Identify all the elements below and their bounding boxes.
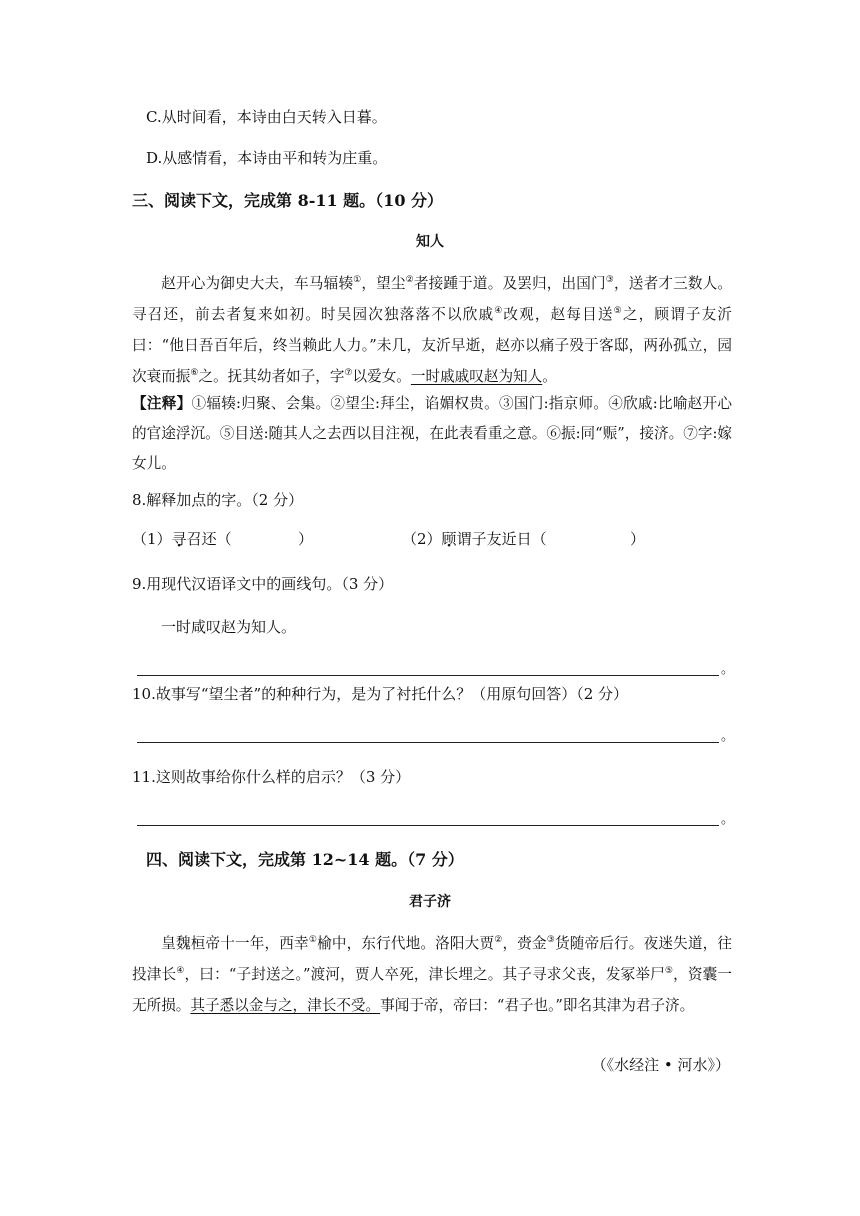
option-c: C.从时间看，本诗由白天转入日暮。 <box>146 108 387 126</box>
section3-title: 知人 <box>416 234 444 250</box>
underlined-sentence: 一时戚戚叹赵为知人 <box>410 368 543 385</box>
q9-stem: 9.用现代汉语译文中的画线句。（3 分） <box>132 575 394 593</box>
section3-heading: 三、阅读下文，完成第 8-11 题。（10 分） <box>132 191 444 210</box>
notes-text: ①辐辏:归聚、会集。②望尘:拜尘，谄媚权贵。③国门:指京师。④欣戚:比喻赵开心的官途浮沉。⑤目送:随其人之去西以目注视，在此表看重之意。⑥振:同“赈”，接济。⑦字:嫁女儿。 <box>132 395 732 472</box>
q10-answer-line[interactable] <box>137 742 719 743</box>
q11-answer-line[interactable] <box>137 825 719 826</box>
q10-stem: 10.故事写“望尘者”的种种行为，是为了衬托什么？（用原句回答）（2 分） <box>132 685 629 703</box>
section4-passage: 皇魏桓帝十一年，西幸①榆中，东行代地。洛阳大贾②，赍金③货随帝后行。夜迷失道，往投津长④，曰：“子封送之。”渡河，贾人卒死，津长埋之。其子寻求父丧，发冢举尸⑤，资囊一无所损。其子悉以金与之，津长不受。事闻于帝，帝曰：“君子也。”即名其津为君子济。 <box>132 935 733 1014</box>
q9-answer-line[interactable] <box>137 675 719 676</box>
section4-title: 君子济 <box>409 894 451 910</box>
section3-notes <box>132 389 732 479</box>
dotted-char-1: 寻 <box>171 530 187 548</box>
q9-sentence: 一时咸叹赵为知人。 <box>161 618 297 636</box>
q8-item2: （2）顾谓子友近日（ <box>402 530 547 548</box>
notes-label: 【注释】 <box>132 395 192 412</box>
q9-end: 。 <box>721 662 735 677</box>
q11-stem: 11.这则故事给你什么样的启示？（3 分） <box>132 768 411 786</box>
section3-passage: 赵开心为御史大夫，车马辐辏①，望尘②者接踵于道。及罢归，出国门③，送者才三数人。寻召还，前去者复来如初。时吴园次独落落不以欣戚④改观，赵每目送⑤之，顾谓子友沂曰：“他日吾百年后，终当赖此人力。”未几，友沂早逝，赵亦以痛子殁于客邸，两孙孤立，园次衰而振⑥之。抚其幼者如子，字⑦以爱女。一时戚戚叹赵为知人。 <box>132 275 732 385</box>
q8-stem: 8.解释加点的字。（2 分） <box>132 491 304 509</box>
q11-end: 。 <box>721 812 735 827</box>
option-d: D.从感情看，本诗由平和转为庄重。 <box>146 149 388 167</box>
section4-heading: 四、阅读下文，完成第 12~14 题。（7 分） <box>146 850 464 869</box>
q10-end: 。 <box>721 729 735 744</box>
underlined-sentence-2: 其子悉以金与之，津长不受。 <box>190 997 381 1014</box>
dotted-char-2: 顾 <box>441 530 457 548</box>
q8-item1: （1）寻召还（ <box>132 530 232 548</box>
q8-item2-close: ） <box>630 530 646 548</box>
q8-item1-close: ） <box>298 530 314 548</box>
section4-source: （《水经注 • 河水》） <box>591 1056 730 1074</box>
